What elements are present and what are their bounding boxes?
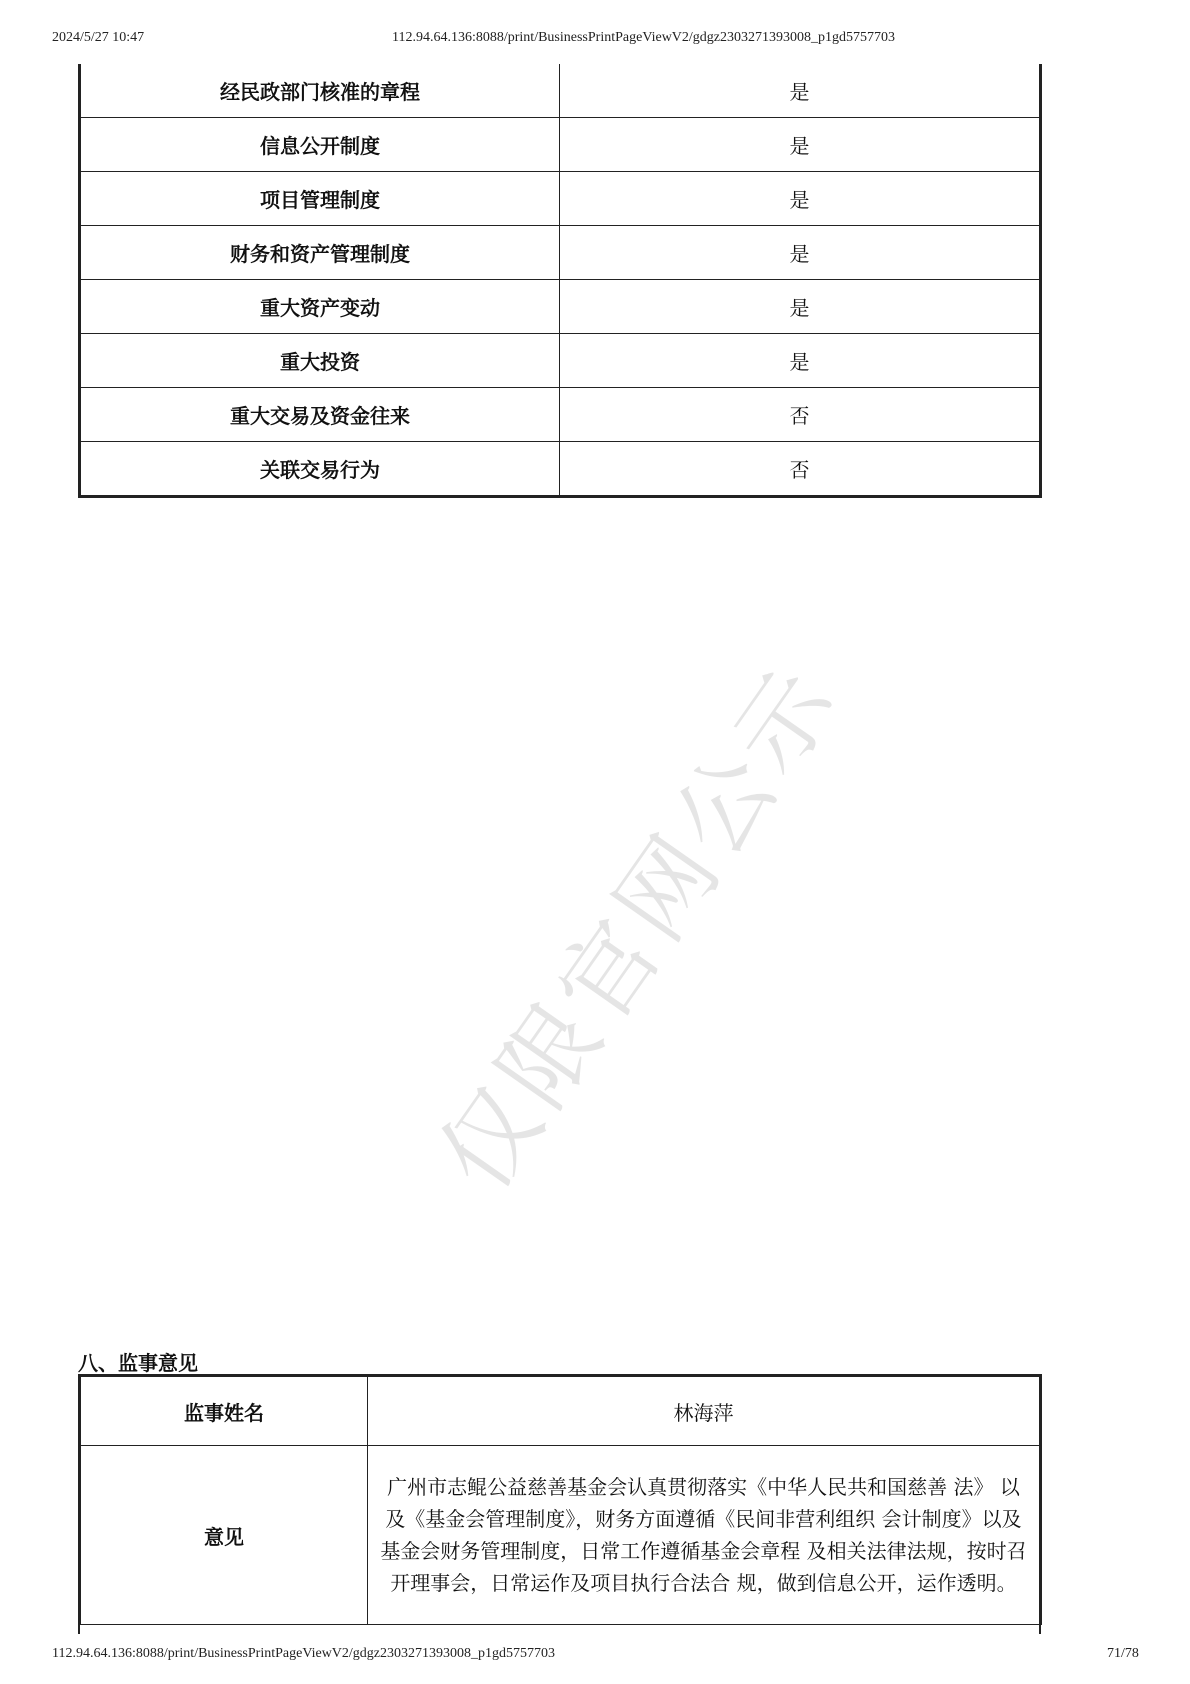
supervisor-name-value: 林海萍 bbox=[368, 1376, 1041, 1446]
table-continuation-line bbox=[78, 1618, 80, 1634]
print-url-footer: 112.94.64.136:8088/print/BusinessPrintPageViewV2/gdgz2303271393008_p1gd5757703 bbox=[52, 1646, 556, 1661]
row-label: 关联交易行为 bbox=[80, 442, 560, 497]
row-value: 是 bbox=[560, 334, 1041, 388]
row-value: 是 bbox=[560, 172, 1041, 226]
table-row bbox=[80, 226, 1041, 280]
table-row bbox=[80, 118, 1041, 172]
row-label: 财务和资产管理制度 bbox=[80, 226, 560, 280]
row-value: 是 bbox=[560, 280, 1041, 334]
table-row bbox=[80, 280, 1041, 334]
table-continuation-line bbox=[1039, 1618, 1041, 1634]
print-datetime: 2024/5/27 10:47 bbox=[52, 30, 145, 45]
row-value: 是 bbox=[560, 64, 1041, 118]
table-row bbox=[80, 334, 1041, 388]
row-label: 重大交易及资金往来 bbox=[80, 388, 560, 442]
row-value: 是 bbox=[560, 118, 1041, 172]
table-row bbox=[80, 64, 1041, 118]
section-title: 八、监事意见 bbox=[78, 1351, 198, 1375]
row-value: 否 bbox=[560, 388, 1041, 442]
row-label: 重大投资 bbox=[80, 334, 560, 388]
table-row bbox=[80, 1376, 1041, 1446]
disclosure-table bbox=[78, 64, 1042, 498]
table-row bbox=[80, 1446, 1041, 1625]
opinion-label: 意见 bbox=[80, 1446, 368, 1625]
row-value: 是 bbox=[560, 226, 1041, 280]
table-row bbox=[80, 388, 1041, 442]
row-label: 项目管理制度 bbox=[80, 172, 560, 226]
print-url-header: 112.94.64.136:8088/print/BusinessPrintPageViewV2/gdgz2303271393008_p1gd5757703 bbox=[392, 30, 896, 45]
page-number: 71/78 bbox=[1107, 1646, 1139, 1661]
row-label: 重大资产变动 bbox=[80, 280, 560, 334]
table-row bbox=[80, 172, 1041, 226]
row-label: 经民政部门核准的章程 bbox=[80, 64, 560, 118]
row-label: 信息公开制度 bbox=[80, 118, 560, 172]
supervisor-name-label: 监事姓名 bbox=[80, 1376, 368, 1446]
watermark-text: 仅限官网公示 bbox=[418, 645, 861, 1211]
supervisor-opinion-table bbox=[78, 1374, 1042, 1625]
row-value: 否 bbox=[560, 442, 1041, 497]
table-row bbox=[80, 442, 1041, 497]
opinion-text: 广州市志鲲公益慈善基金会认真贯彻落实《中华人民共和国慈善 法》 以及《基金会管理制度》，财务方面遵循《民间非营利组织 会计制度》以及基金会财务管理制度，日常工作遵循基金会章程 及相关法律法规，按时召开理事会，日常运作及项目执行合法合 规，做到信息公开，运作透明。 bbox=[368, 1446, 1041, 1625]
